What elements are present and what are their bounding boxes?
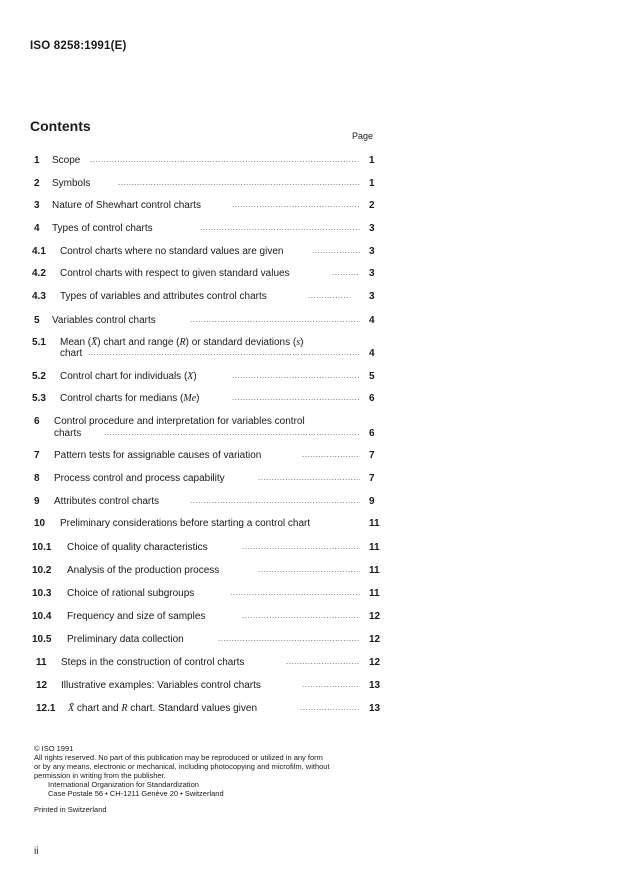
math-symbol: Me [183,393,197,404]
toc-number: 4 [34,223,40,234]
toc-leader [232,200,360,212]
toc-title: Symbols [52,178,91,189]
toc-number: 10.2 [32,565,52,576]
toc-page: 12 [369,611,381,622]
toc-leader [190,496,360,508]
toc-title: Variables control charts [52,315,156,326]
toc-leader [190,315,360,327]
toc-title: Control charts with respect to given standard values [60,268,290,279]
copyright-line: All rights reserved. No part of this publication may be reproduced or utilized in any form [34,753,323,762]
math-symbol: s [296,337,301,348]
toc-number: 10.4 [32,611,52,622]
toc-number: 10.3 [32,588,52,599]
math-symbol: R [121,703,128,714]
contents-heading: Contents [30,118,91,134]
copyright-notice [34,744,394,798]
toc-leader [88,348,360,360]
toc-title: Control procedure and interpretation for variables control [54,416,305,427]
toc-title-part: Control chart for individuals ( [60,371,188,382]
toc-number: 4.3 [32,291,46,302]
organization-address: Case Postale 56 • CH-1211 Genève 20 • Switzerland [48,789,224,798]
toc-title: Attributes control charts [54,496,160,507]
toc-leader [242,542,360,554]
toc-number: 5.3 [32,393,46,404]
toc-title-part: Mean ( [60,337,92,348]
toc-page: 4 [369,348,375,359]
toc-page: 2 [369,200,375,211]
toc-leader [258,473,360,485]
toc-title [60,393,200,404]
toc-leader [332,268,360,280]
toc-page: 11 [369,542,380,553]
toc-number: 3 [34,200,40,211]
toc-title-part: chart and [74,703,122,714]
toc-title: Analysis of the production process [67,565,220,576]
toc-number: 10 [34,518,46,529]
toc-title: Choice of quality characteristics [67,542,208,553]
document-code: ISO 8258:1991(E) [30,40,127,52]
toc-page: 9 [369,496,375,507]
toc-number: 1 [34,155,40,166]
toc-leader [242,611,360,623]
toc-leader [286,657,360,669]
organization-name: International Organization for Standardization [48,780,199,789]
toc-page: 3 [369,246,375,257]
toc-title-part: ) chart and range ( [97,337,180,348]
toc-number: 2 [34,178,40,189]
math-symbol: X̄ [68,703,75,714]
toc-title-part: chart. Standard values given [127,703,258,714]
toc-page: 6 [369,428,375,439]
toc-number: 4.1 [32,246,46,257]
toc-leader [302,450,360,462]
toc-leader [118,178,360,190]
toc-title: Steps in the construction of control charts [61,657,245,668]
toc-title: Types of variables and attributes control charts [60,291,267,302]
toc-number: 5.2 [32,371,46,382]
toc-number: 5.1 [32,337,46,348]
toc-leader [300,703,360,715]
toc-number: 12.1 [36,703,56,714]
toc-number: 5 [34,315,40,326]
toc-page: 11 [369,588,380,599]
toc-title: Pattern tests for assignable causes of variation [54,450,262,461]
toc-leader [232,371,360,383]
toc-number: 11 [36,657,47,668]
toc-title-part: ) [300,337,304,348]
toc-page: 12 [369,657,381,668]
toc-page: 11 [369,518,380,529]
toc-page: 7 [369,450,375,461]
toc-page: 13 [369,680,381,691]
copyright-line: © ISO 1991 [34,744,74,753]
toc-page: 3 [369,223,375,234]
page-number: ii [34,846,39,857]
page-column-label: Page [352,131,374,141]
toc-page: 5 [369,371,375,382]
toc-title: Types of control charts [52,223,153,234]
toc-title-part: ) or standard deviations ( [185,337,297,348]
toc-title [68,703,257,714]
toc-leader [104,428,360,440]
math-symbol: X [187,371,194,382]
toc-page: 1 [369,155,375,166]
toc-page: 13 [369,703,381,714]
toc-number: 6 [34,416,40,427]
toc-page: 3 [369,268,375,279]
toc-title-part: ) [196,393,200,404]
toc-leader [218,634,360,646]
printed-in: Printed in Switzerland [34,805,107,814]
copyright-line: or by any means, electronic or mechanical, including photocopying and microfilm, without [34,762,330,771]
toc-title: Process control and process capability [54,473,225,484]
math-symbol: X̄ [91,337,98,348]
toc-title [60,371,197,382]
toc-page: 12 [369,634,381,645]
toc-title-line2: chart [60,348,83,359]
toc-leader [232,393,360,405]
toc-page: 11 [369,565,380,576]
toc-page: 7 [369,473,375,484]
toc-page: 3 [369,291,375,302]
toc-title: Illustrative examples: Variables control charts [61,680,261,691]
toc-leader [312,246,360,258]
toc-title: Preliminary data collection [67,634,184,645]
toc-number: 12 [36,680,48,691]
toc-page: 6 [369,393,375,404]
toc-title: Choice of rational subgroups [67,588,195,599]
copyright-line: permission in writing from the publisher. [34,771,166,780]
toc-title: Control charts where no standard values are given [60,246,284,257]
toc-number: 9 [34,496,40,507]
toc-leader [308,291,352,303]
toc-page: 4 [369,315,375,326]
toc-number: 8 [34,473,40,484]
toc-title: Nature of Shewhart control charts [52,200,201,211]
toc-number: 7 [34,450,40,461]
math-symbol: R [179,337,186,348]
toc-leader [302,680,360,692]
toc-leader [230,588,360,600]
toc-title: Scope [52,155,81,166]
toc-page: 1 [369,178,375,189]
toc-leader [258,565,360,577]
toc-title-part: Control charts for medians ( [60,393,184,404]
toc-leader [90,155,360,167]
toc-title-line2: charts [54,428,82,439]
toc-title: Frequency and size of samples [67,611,206,622]
toc-number: 10.1 [32,542,52,553]
toc-number: 4.2 [32,268,46,279]
toc-title [60,337,303,348]
toc-title-part: ) [193,371,197,382]
toc-number: 10.5 [32,634,52,645]
toc-title: Preliminary considerations before starting a control chart [60,518,311,529]
toc-leader [200,223,360,235]
